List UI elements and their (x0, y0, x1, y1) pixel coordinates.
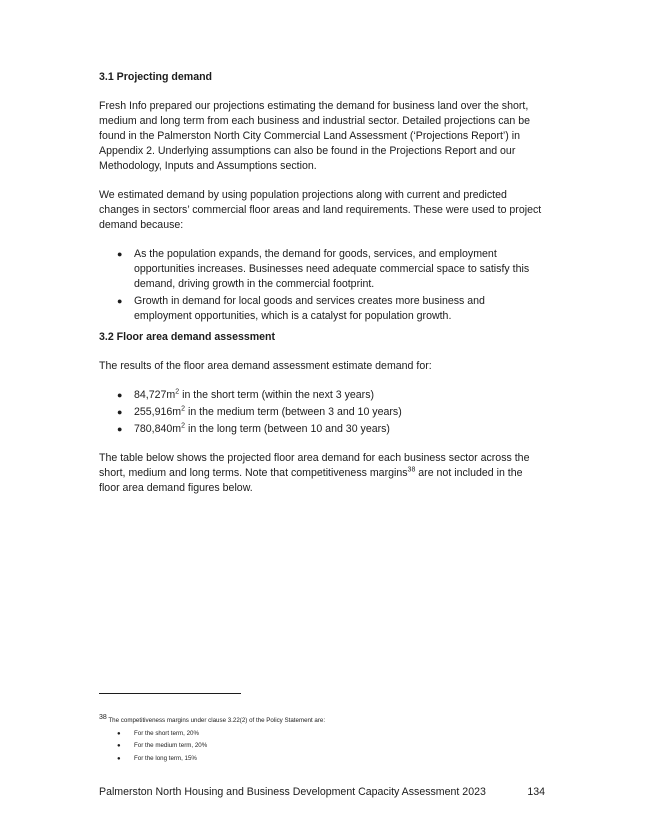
bullet-icon: ● (117, 730, 121, 737)
paragraph-estimation-method: We estimated demand by using population projections along with current and predicted changes in sectors’ commercial floor areas and land requirements. These were used to project demand because: (99, 189, 542, 231)
list-item: ● For the short term, 20% (134, 728, 519, 741)
bullet-icon: ● (117, 249, 123, 259)
bullet-icon: ● (117, 743, 121, 749)
demand-term: in the medium term (between 3 and 10 years) (185, 406, 402, 418)
footer-title: Palmerston North Housing and Business Development Capacity Assessment 2023 (99, 786, 486, 798)
footnote-marker: 38 (99, 713, 107, 721)
demand-value: 84,727m (134, 389, 176, 401)
superscript: 2 (181, 422, 186, 430)
footnote-list (99, 728, 519, 766)
demand-value: 780,840m (134, 423, 182, 435)
list-item: ● For the medium term, 20% (134, 740, 519, 753)
list-item: ● For the long term, 15% (134, 753, 519, 766)
page-body (99, 70, 545, 496)
floor-area-demand-list (99, 388, 545, 437)
section-heading-3-1: 3.1 Projecting demand (99, 71, 213, 83)
footnote-text: $^{38}$ The competitiveness margins under clause 3.22(2) of the Policy Statement are: (99, 713, 326, 724)
paragraph-results-intro: The results of the floor area demand assessment estimate demand for: (99, 360, 432, 372)
list-item: ● As the population expands, the demand for goods, services, and employment opportunities increases. Businesses need adequate commercial space to satisfy this demand, driving growth in the commercial footprint. (117, 248, 530, 290)
bullet-icon: ● (117, 390, 123, 400)
footnote-separator (99, 693, 241, 694)
section-heading-3-2: 3.2 Floor area demand assessment (99, 331, 276, 343)
bullet-icon: ● (117, 755, 121, 762)
demand-value: 255,916m (134, 406, 182, 418)
list-item (117, 422, 545, 437)
paragraph-table-intro: The table below shows the projected floor area demand for each business sector across the short, medium and long terms. Note that competitiveness margins$^{38}$ are not included in the floor area demand figures below. (99, 452, 530, 494)
demand-term: in the long term (between 10 and 30 years) (185, 423, 390, 435)
footnote-reference[interactable]: 38 (407, 466, 416, 474)
superscript: 2 (181, 405, 186, 413)
bullet-icon: ● (117, 407, 123, 417)
bullet-icon: ● (117, 296, 123, 306)
paragraph-projections: Fresh Info prepared our projections estimating the demand for business land over the short, medium and long term from each business and industrial sector. Detailed projections can be found in the Palmerston North City Commercial Land Assessment (‘Projections Report’) in Appendix 2. Underlying assumptions can also be found in the Projections Report and our Methodology, Inputs and Assumptions section. (99, 100, 531, 172)
footnote (99, 715, 519, 765)
list-item: ● Growth in demand for local goods and services creates more business and employment opportunities, which is a catalyst for population growth. (117, 295, 485, 322)
demand-term: in the short term (within the next 3 years) (179, 389, 375, 401)
superscript: 2 (175, 388, 180, 396)
bullet-icon: ● (117, 424, 123, 434)
demand-reasons-list (99, 247, 545, 324)
list-item (117, 388, 545, 403)
list-item (117, 405, 545, 420)
page-footer (99, 785, 545, 799)
page-number: 134 (527, 786, 545, 798)
